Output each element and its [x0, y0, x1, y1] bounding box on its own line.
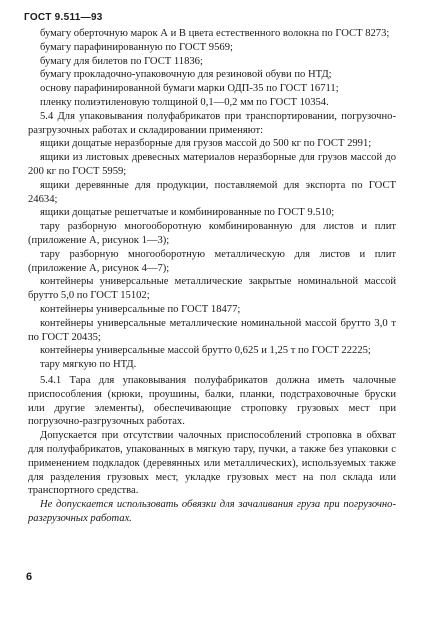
clause-5-4: 5.4 Для упаковывания полуфабрикатов при транспортировании, погрузочно-разгрузочных работах и складировании применяют:: [28, 110, 396, 136]
list-item-sheet-boxes: ящики из листовых древесных материалов неразборные для грузов массой до 200 кг по ГОСТ 5959;: [28, 152, 396, 177]
page-number: 6: [26, 571, 33, 583]
list-item-polyethylene-film: пленку полиэтиленовую толщиной 0,1—0,2 мм по ГОСТ 10354.: [40, 96, 329, 108]
list-item-wrapping-paper: бумагу оберточную марок А и В цвета естественного волокна по ГОСТ 8273;: [40, 28, 390, 39]
list-item-lattice-boxes: ящики дощатые решетчатые и комбинированные по ГОСТ 9.510;: [40, 207, 335, 219]
list-item-plank-boxes: ящики дощатые неразборные для грузов массой до 500 кг по ГОСТ 2991;: [40, 138, 372, 150]
list-item-universal-containers: контейнеры универсальные по ГОСТ 18477;: [40, 303, 241, 315]
list-item-soft-container: тару мягкую по НТД.: [40, 359, 137, 371]
list-item-ticket-paper: бумагу для билетов по ГОСТ 11836;: [40, 55, 203, 67]
paragraph-prohibition: Не допускается использовать обвязки для зачаливания груза при погрузочно-разгрузочных работах.: [28, 499, 396, 524]
document-body: [28, 27, 396, 526]
list-item-metal-containers-3t: контейнеры универсальные металлические номинальной массой брутто 3,0 т по ГОСТ 20435;: [28, 317, 396, 343]
list-item-metal-container: тару разборную многооборотную металлическую для листов и плит (приложение А, рисунок 4—7);: [28, 248, 396, 274]
paragraph-slinging: Допускается при отсутствии чалочных приспособлений строповка в обхват для полуфабрикатов, упакованных в мягкую тару, пучки, а также без упаковки с применением подкладок (деревянных или металлических), используемых также для разделения грузовых мест, укладке грузовых мест на пол склада или транспортного средства.: [28, 430, 396, 497]
list-item-paraffin-base: основу парафинированной бумаги марки ОДП-35 по ГОСТ 16711;: [40, 83, 339, 95]
list-item-packing-paper: бумагу прокладочно-упаковочную для резиновой обуви по НТД;: [40, 69, 332, 81]
page-header: ГОСТ 9.511—93: [24, 12, 103, 23]
list-item-export-boxes: ящики деревянные для продукции, поставляемой для экспорта по ГОСТ 24634;: [28, 179, 396, 205]
list-item-combined-container: тару разборную многооборотную комбинированную для листов и плит (приложение А, рисунок 1—3);: [28, 221, 396, 246]
clause-5-4-1: 5.4.1 Тара для упаковывания полуфабрикатов должна иметь чалочные приспособления (крюки, проушины, балки, планки, подстраховочные бруски или другие элементы), обеспечивающие строповку грузовых мест при погрузочно-разгрузочных работах.: [28, 374, 396, 428]
list-item-closed-containers: контейнеры универсальные металлические закрытые номинальной массой брутто 5,0 по ГОСТ 15102;: [28, 276, 396, 302]
list-item-paraffin-paper: бумагу парафинированную по ГОСТ 9569;: [40, 41, 233, 53]
list-item-containers-light: контейнеры универсальные массой брутто 0,625 и 1,25 т по ГОСТ 22225;: [40, 345, 371, 357]
